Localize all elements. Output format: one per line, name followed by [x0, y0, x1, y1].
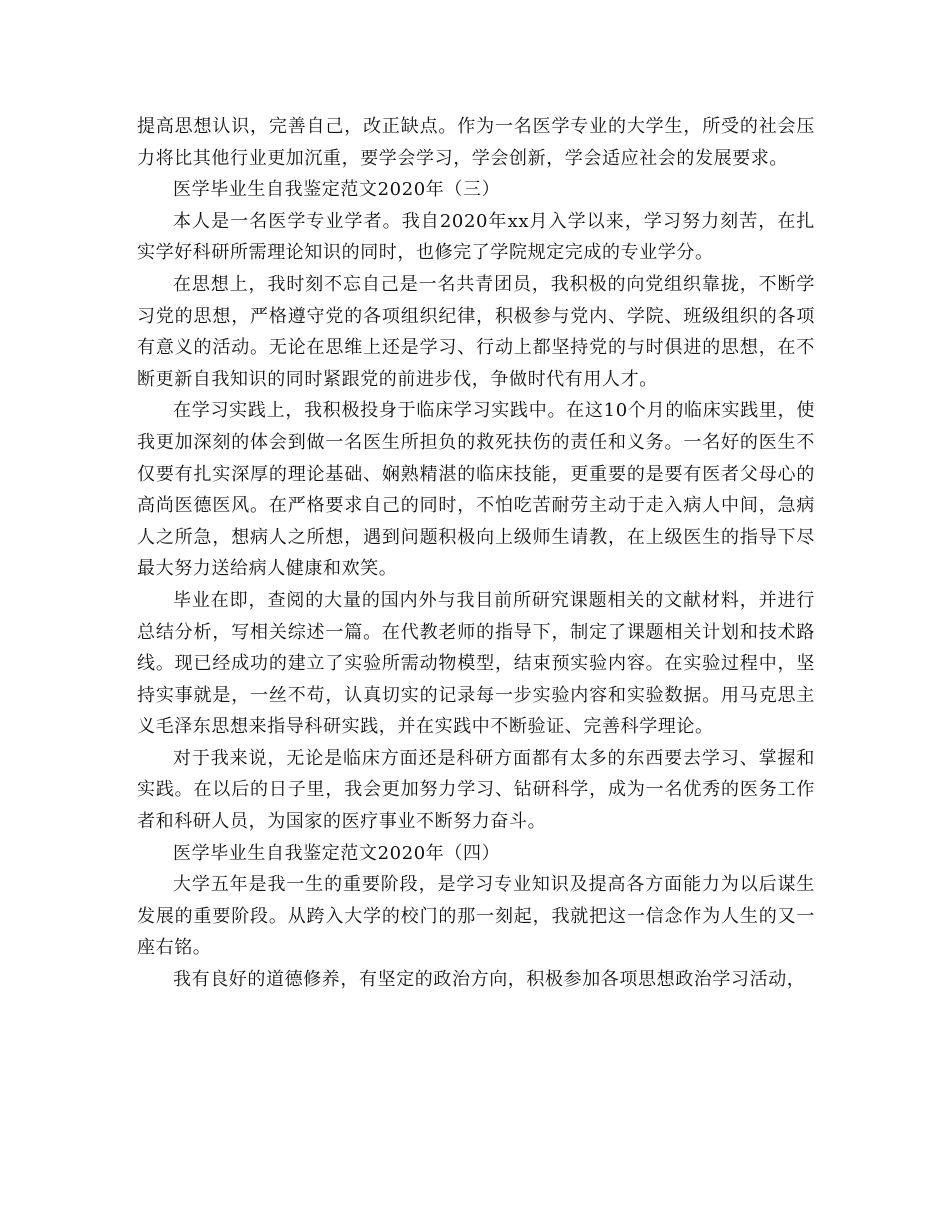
- section-heading-3: 医学毕业生自我鉴定范文2020年（三）: [173, 179, 501, 201]
- paragraph: 对于我来说，无论是临床方面还是科研方面都有太多的东西要去学习、掌握和实践。在以后的日子里，我会更加努力学习、钻研科学，成为一名优秀的医务工作者和科研人员，为国家的医疗事业不断努力奋斗。: [137, 747, 815, 833]
- paragraph: 在学习实践上，我积极投身于临床学习实践中。在这10个月的临床实践里，使我更加深刻的体会到做一名医生所担负的救死扶伤的责任和义务。一名好的医生不仅要有扎实深厚的理论基础、娴熟精湛的临床技能，更重要的是要有医者父母心的高尚医德医风。在严格要求自己的同时，不怕吃苦耐劳主动于走入病人中间，急病人之所急，想病人之所想，遇到问题积极向上级师生请教，在上级医生的指导下尽最大努力送给病人健康和欢笑。: [137, 400, 815, 580]
- paragraph: 本人是一名医学专业学者。我自2020年xx月入学以来，学习努力刻苦，在扎实学好科研所需理论知识的同时，也修完了学院规定完成的专业学分。: [137, 210, 815, 264]
- paragraph: 我有良好的道德修养，有坚定的政治方向，积极参加各项思想政治学习活动，: [173, 969, 806, 991]
- document-body: [137, 111, 815, 996]
- section-heading-4: 医学毕业生自我鉴定范文2020年（四）: [173, 842, 501, 864]
- paragraph: 大学五年是我一生的重要阶段，是学习专业知识及提高各方面能力为以后谋生发展的重要阶段。从跨入大学的校门的那一刻起，我就把这一信念作为人生的又一座右铭。: [137, 874, 815, 959]
- paragraph-continuation: 提高思想认识，完善自己，改正缺点。作为一名医学专业的大学生，所受的社会压力将比其他行业更加沉重，要学会学习，学会创新，学会适应社会的发展要求。: [137, 116, 815, 169]
- paragraph: 在思想上，我时刻不忘自己是一名共青团员，我积极的向党组织靠拢，不断学习党的思想，严格遵守党的各项组织纪律，积极参与党内、学院、班级组织的各项有意义的活动。无论在思维上还是学习、行动上都坚持党的与时俱进的思想，在不断更新自我知识的同时紧跟党的前进步伐，争做时代有用人才。: [137, 273, 815, 390]
- paragraph: 毕业在即，查阅的大量的国内外与我目前所研究课题相关的文献材料，并进行总结分析，写相关综述一篇。在代教老师的指导下，制定了课题相关计划和技术路线。现已经成功的建立了实验所需动物模型，结束预实验内容。在实验过程中，坚持实事就是，一丝不苟，认真切实的记录每一步实验内容和实验数据。用马克思主义毛泽东思想来指导科研实践，并在实践中不断验证、完善科学理论。: [137, 589, 815, 738]
